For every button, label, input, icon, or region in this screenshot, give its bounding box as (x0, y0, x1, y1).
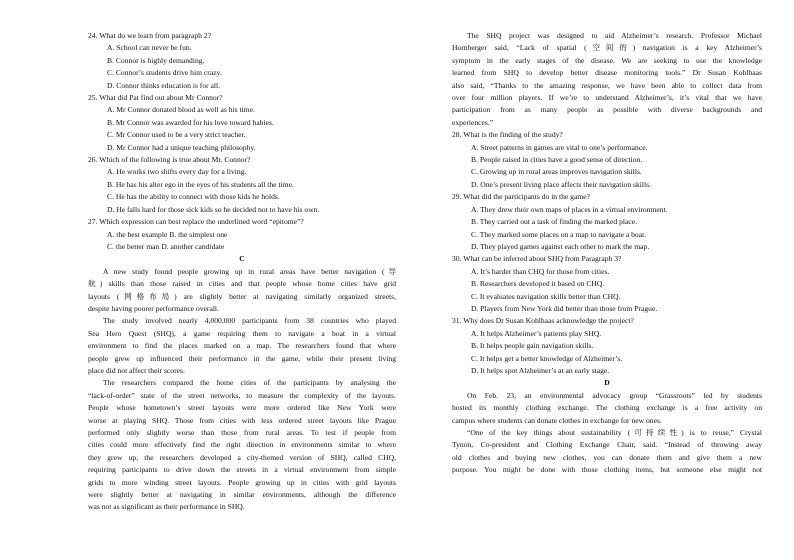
passage-line: performed only slightly worse than those from rural areas. To test if people from (88, 428, 396, 437)
answer-option: B. Mr Connor was awarded for his love toward babies. (107, 117, 274, 127)
answer-option: A. It’s harder than CHQ for those from cities. (471, 266, 610, 276)
passage-line: On Feb. 23, an environmental advocacy group “Grassroots” led by students (467, 390, 762, 400)
answer-option: B. He has his alter ego in the eyes of his students all the time. (107, 179, 294, 189)
passage-line: requiring participants to drive down the streets in a virtual environment from simple (88, 465, 396, 475)
question-line: 26. Which of the following is true about Mr. Connor? (88, 155, 251, 165)
passage-line: symptom in the early stages of the disease. We are seeking to use the knowledge (452, 55, 762, 65)
answer-option: A. They drew their own maps of places in a virtual environment. (471, 204, 668, 214)
passage-line: hosted its monthly clothing exchange. The clothing exchange is a free activity on (452, 403, 762, 413)
passage-line: experiences.” (452, 117, 494, 127)
answer-option: A. Street patterns in games are vital to one’s performance. (471, 142, 648, 152)
answer-option: D. Players from New York did better than those from Prague. (471, 303, 658, 313)
passage-line: The researchers compared the home cities of the participants by analysing the (103, 378, 396, 388)
answer-option: B. Connor is highly demanding. (107, 55, 205, 65)
passage-line: also said, “Thanks to the amazing response, we have been able to collect data from (452, 80, 762, 90)
question-line: 25. What did Pat find out about Mr Connor? (88, 93, 223, 103)
passage-line: they grew up, the researchers developed a city-themed version of SHQ, called CHQ, (88, 452, 396, 462)
question-line: 28. What is the finding of the study? (452, 130, 563, 140)
passage-line: Sea Hero Quest (SHQ), a game requiring them to navigate a boat in a virtual (88, 328, 396, 338)
answer-option: A. School can never be fun. (107, 43, 192, 53)
passage-line: Tynon, Co-president and Clothing Exchange Chair, said. “Instead of throwing away (452, 440, 762, 450)
question-line: 24. What do we learn from paragraph 2? (88, 31, 211, 40)
passage-line: The SHQ project was designed to aid Alzheimer’s research. Professor Michael (467, 31, 762, 40)
answer-option: A. the best example B. the simplest one (107, 229, 228, 239)
passage-line: Hornberger said, “Lack of spatial (空间的) navigation is a key Alzheimer’s (452, 43, 762, 53)
answer-option: C. the better man D. another candidate (107, 241, 225, 251)
passage-line: People whose hometown’s street layouts were more ordered like New York were (88, 403, 396, 413)
passage-line: “lack-of-order” state of the street networks, to measure the complexity of the layouts. (88, 390, 396, 400)
answer-option: A. He works two shifts every day for a living. (107, 167, 247, 177)
question-line: 31. Why does Dr Susan Kohlhaas acknowledge the project? (452, 316, 634, 326)
left-column (88, 30, 396, 514)
answer-option: C. Growing up in rural areas improves navigation skills. (471, 167, 642, 177)
answer-option: C. It helps get a better knowledge of Alzheimer’s. (471, 353, 623, 363)
passage-line: over four million players. If we’re to understand Alzheimer’s, it’s vital that we have (452, 93, 762, 103)
answer-option: A. Mr Connor donated blood as well as his time. (107, 105, 255, 115)
passage-line: people grew up influenced their performance in the game, while their present living (88, 353, 396, 363)
passage-line: 航) skills than those raised in cities and that people whose home cities have grid (88, 279, 396, 289)
passage-line: learned from SHQ to develop better disease monitoring tools.” Dr Susan Kohlhaas (452, 68, 762, 78)
answer-option: D. One’s present living place affects their navigation skills. (471, 179, 651, 189)
passage-line: environment to find the places marked on a map. The researchers found that where (88, 341, 396, 351)
passage-line: campus where students can donate clothes in exchange for new ones. (452, 415, 662, 425)
passage-line: cities could more effectively find the right direction in environments similar to where (88, 440, 396, 450)
passage-line: participation from as many people as possible with diverse backgrounds and (452, 105, 762, 115)
question-line: 29. What did the participants do in the game? (452, 192, 590, 202)
passage-line: purpose. You might be done with those clothing items, but someone else might not (452, 465, 762, 475)
passage-line: were slightly better at navigating in similar environments, although the difference (88, 490, 396, 500)
answer-option: D. Mr Connor had a unique teaching philosophy. (107, 142, 256, 152)
question-line: 27. Which expression can best replace the underlined word “epitome”? (88, 217, 304, 227)
passage-line: worse at playing SHQ. Those from cities with less ordered street layouts like Prague (88, 415, 396, 425)
answer-option: B. Researchers developed it based on CHQ. (471, 279, 605, 289)
answer-option: D. It helps spot Alzheimer’s at an early stage. (471, 365, 610, 375)
passage-line: grids to more winding street layouts. People growing up in cities with grid layouts (88, 477, 396, 487)
right-column (452, 30, 762, 477)
answer-option: C. Mr Connor used to be a very strict teacher. (107, 130, 246, 140)
answer-option: B. People raised in cities have a good sense of direction. (471, 155, 643, 165)
answer-option: C. They marked some places on a map to navigate a boat. (471, 229, 647, 239)
answer-option: A. It helps Alzheimer’s patients play SHQ. (471, 328, 602, 338)
passage-line: place did not affect their scores. (88, 365, 185, 375)
answer-option: B. They carried out a task of finding the marked place. (471, 217, 638, 227)
question-line: 30. What can be inferred about SHQ from Paragraph 3? (452, 254, 622, 264)
answer-option: D. He falls hard for those sick kids so he decided not to have his own. (107, 204, 320, 214)
answer-option: D. Connor thinks education is for all. (107, 80, 221, 90)
answer-option: C. It evaluates navigation skills better than CHQ. (471, 291, 621, 301)
answer-option: C. He has the ability to connect with those kids he holds. (107, 192, 280, 202)
passage-line: The study involved nearly 4,000,000 participants from 38 countries who played (103, 316, 396, 326)
passage-line: “One of the key things about sustainability (可持续性) is to reuse,” Crystal (467, 428, 762, 437)
passage-line: despite having poorer performance overall. (88, 303, 219, 313)
answer-option: B. It helps people gain navigation skills. (471, 341, 594, 351)
passage-line: old clothes and buying new clothes, you can donate them and give them a new (452, 452, 762, 462)
answer-option: D. They played games against each other to mark the map. (471, 241, 650, 251)
section-heading: C (239, 254, 245, 264)
passage-line: layouts (网格布局) are slightly better at navigating similarly organized streets, (88, 291, 396, 301)
section-heading: D (604, 378, 610, 388)
passage-line: was not as significant as their performance in SHQ. (88, 502, 245, 512)
passage-line: A new study found people growing up in rural areas have better navigation (导 (103, 266, 396, 276)
answer-option: C. Connor’s students drive him crazy. (107, 68, 222, 78)
